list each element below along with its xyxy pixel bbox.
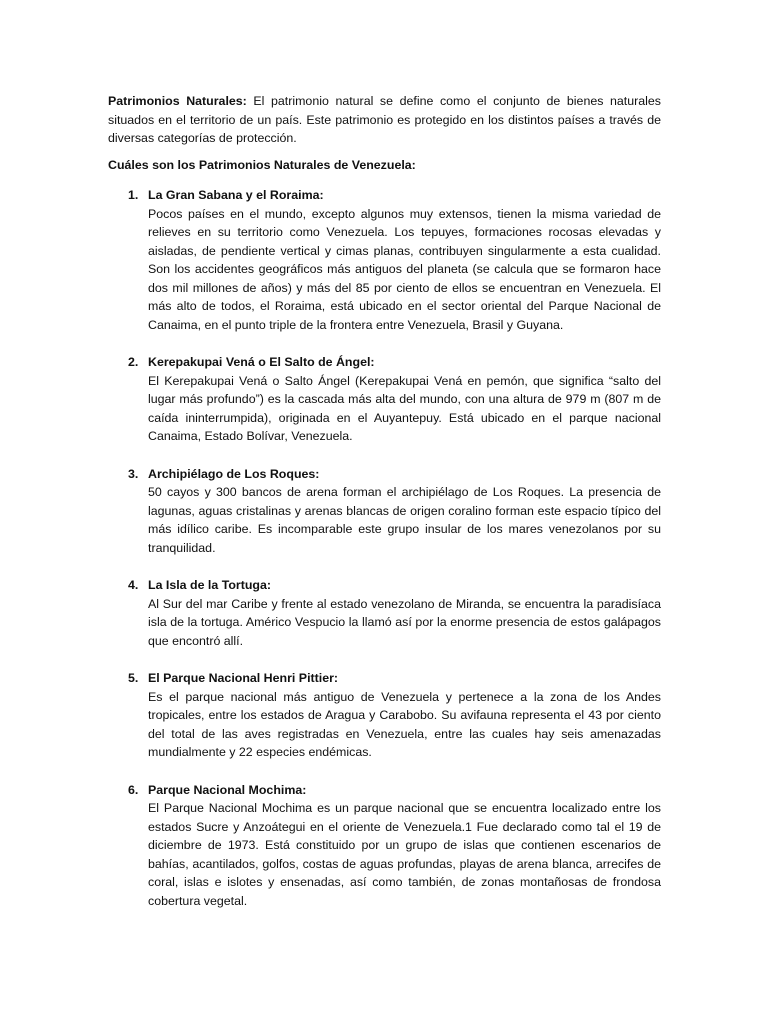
list-item-mochima	[108, 781, 661, 911]
list-item-title: Parque Nacional Mochima:	[148, 782, 307, 797]
list-item-body: El Kerepakupai Vená o Salto Ángel (Kerepakupai Vená en pemón, que significa “salto del lugar más profundo”) es la cascada más alta del mundo, con una altura de 979 m (807 m de caída ininterrumpida), originada en el Auyantepuy. Está ubicado en el parque nacional Canaima, Estado Bolívar, Venezuela.	[148, 373, 661, 443]
list-item-henri-pittier	[108, 669, 661, 762]
list-item-body: El Parque Nacional Mochima es un parque nacional que se encuentra localizado entre los estados Sucre y Anzoátegui en el oriente de Venezuela.1 Fue declarado como tal el 19 de diciembre de 1973. Está constituido por un grupo de islas que contienen escenarios de bahías, acantilados, golfos, costas de aguas profundas, playas de arena blanca, arrecifes de coral, islas e islotes y ensenadas, así como también, de zonas montañosas de frondosa cobertura vegetal.	[148, 801, 661, 908]
list-item-title: La Gran Sabana y el Roraima:	[148, 188, 324, 202]
list-item-number: 5.	[128, 671, 139, 685]
list-item-title: La Isla de la Tortuga:	[148, 578, 272, 592]
list-item-number: 1.	[128, 188, 139, 202]
section-subtitle: Cuáles son los Patrimonios Naturales de Venezuela:	[108, 157, 416, 172]
intro-paragraph	[108, 92, 661, 148]
list-item-body: Pocos países en el mundo, excepto algunos muy extensos, tienen la misma variedad de relieves en su territorio como Venezuela. Los tepuyes, formaciones rocosas elevadas y aisladas, de pendiente vertical y cimas planas, contribuyen singularmente a esta cualidad. Son los accidentes geográficos más antiguos del planeta (se calcula que se formaron hace dos mil millones de años) y más del 85 por ciento de ellos se encuentran en Venezuela. El más alto de todos, el Roraima, está ubicado en el sector oriental del Parque Nacional de Canaima, en el punto triple de la frontera entre Venezuela, Brasil y Guyana.	[148, 206, 661, 332]
list-item-title: Archipiélago de Los Roques:	[148, 466, 320, 481]
list-item-body: Al Sur del mar Caribe y frente al estado venezolano de Miranda, se encuentra la paradisíaca isla de la tortuga. Américo Vespucio la llamó así por la enorme presencia de estos galápagos que encontró allí.	[148, 596, 661, 648]
intro-lead: Patrimonios Naturales:	[108, 94, 247, 108]
list-item-number: 3.	[128, 466, 139, 481]
list-item-number: 4.	[128, 578, 139, 592]
list-item-body: 50 cayos y 300 bancos de arena forman el archipiélago de Los Roques. La presencia de lagunas, aguas cristalinas y arenas blancas de origen coralino forman este espacio típico del más idílico caribe. Es incomparable este grupo insular de los mares venezolanos por su tranquilidad.	[148, 485, 661, 555]
list-item-number: 6.	[128, 782, 139, 797]
document-page	[108, 92, 661, 929]
list-item-salto-angel	[108, 353, 661, 446]
list-item-number: 2.	[128, 355, 139, 369]
list-item-title: Kerepakupai Vená o El Salto de Ángel:	[148, 355, 375, 369]
list-item-los-roques	[108, 465, 661, 558]
intro-text: El patrimonio natural se define como el conjunto de bienes naturales situados en el territorio de un país. Este patrimonio es protegido en los distintos países a través de diversas categorías de protección.	[108, 94, 661, 145]
list-item-gran-sabana	[108, 186, 661, 334]
list-item-title: El Parque Nacional Henri Pittier:	[148, 671, 339, 685]
list-item-body: Es el parque nacional más antiguo de Venezuela y pertenece a la zona de los Andes tropicales, entre los estados de Aragua y Carabobo. Su avifauna representa el 43 por ciento del total de las aves registradas en Venezuela, entre las cuales hay seis amenazadas mundialmente y 22 especies endémicas.	[148, 689, 661, 759]
list-item-isla-tortuga	[108, 576, 661, 650]
